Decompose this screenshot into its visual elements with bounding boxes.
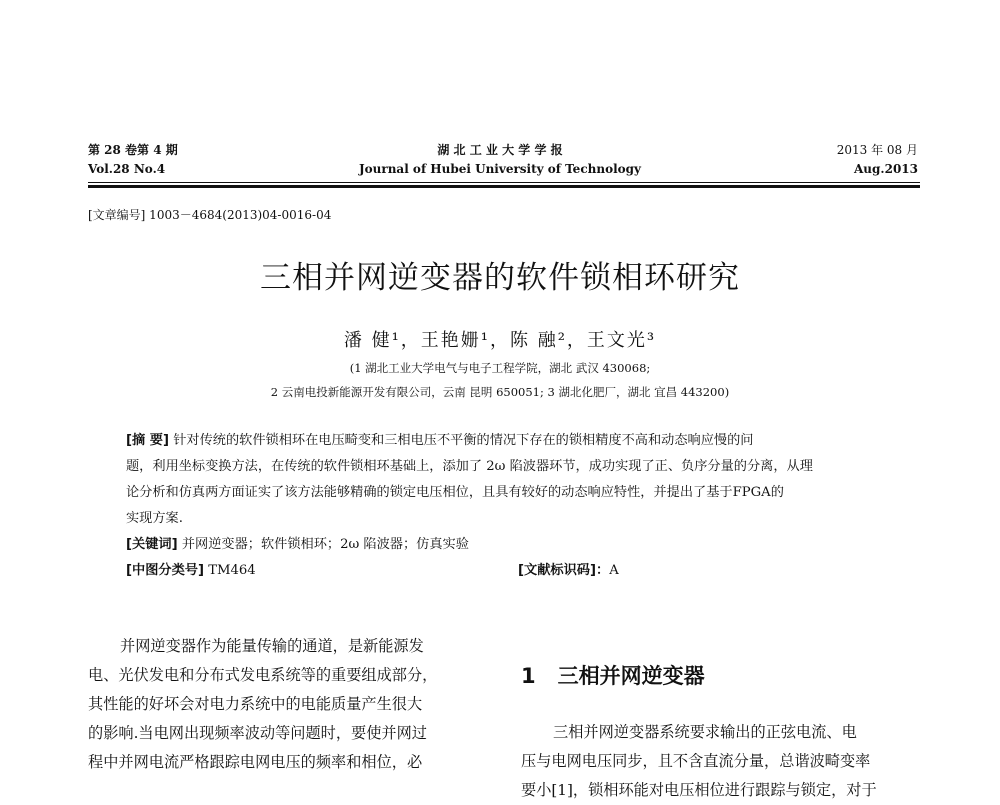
paper-title: 三相并网逆变器的软件锁相环研究 — [260, 260, 740, 296]
classification-row — [126, 558, 906, 584]
body-line — [521, 718, 921, 747]
classification-text: TM464 — [208, 563, 256, 578]
keywords-text: 并网逆变器；软件锁相环；2ω 陷波器；仿真实验 — [181, 537, 469, 552]
abstract-text: 针对传统的软件锁相环在电压畸变和三相电压不平衡的情况下存在的锁相精度不高和动态响应慢的问 — [173, 433, 754, 448]
journal-title-en: Journal of Hubei University of Technology — [358, 162, 642, 176]
right-column — [521, 718, 921, 805]
abstract-line — [126, 428, 906, 454]
date-cn: 2013 年 08 月 — [836, 143, 918, 157]
abstract — [126, 428, 906, 584]
header-rule-thick — [88, 185, 920, 188]
section-number: 1 — [521, 664, 536, 688]
abstract-line: 题，利用坐标变换方法，在传统的软件锁相环基础上，添加了 2ω 陷波器环节，成功实现了正、负序分量的分离，从理 — [126, 459, 813, 474]
left-column — [88, 632, 488, 777]
issue-en: Vol.28 No.4 — [88, 162, 166, 176]
classification-label: [中图分类号] — [126, 563, 204, 578]
authors: 潘 健¹，王艳姗¹，陈 融²，王文光³ — [343, 330, 657, 351]
doc-code-text: A — [609, 563, 619, 578]
body-line: 的影响.当电网出现频率波动等问题时，要使并网过 — [88, 724, 427, 742]
abstract-line: 实现方案. — [126, 511, 183, 526]
body-line: 要小[1]，锁相环能对电压相位进行跟踪与锁定，对于 — [521, 781, 877, 799]
keywords-label: [关键词] — [126, 537, 178, 552]
section-heading — [521, 660, 705, 690]
body-line: 其性能的好坏会对电力系统中的电能质量产生很大 — [88, 695, 423, 713]
body-line — [88, 632, 488, 661]
body-line: 压与电网电压同步，且不含直流分量，总谐波畸变率 — [521, 752, 871, 770]
body-line: 电、光伏发电和分布式发电系统等的重要组成部分， — [88, 666, 438, 684]
keywords — [126, 532, 906, 558]
doc-code-label: [文献标识码]： — [518, 563, 610, 578]
body-line: 程中并网电流严格跟踪电网电压的频率和相位，必 — [88, 753, 423, 771]
issue-cn: 第 28 卷第 4 期 — [88, 143, 178, 157]
article-number: [文章编号] 1003－4684(2013)04-0016-04 — [88, 208, 332, 222]
affiliation-line-2: 2 云南电投新能源开发有限公司，云南 昆明 650051; 3 湖北化肥厂，湖北 宜昌 443200) — [270, 385, 730, 399]
date-en: Aug.2013 — [853, 162, 918, 176]
body-line-text: 三相并网逆变器系统要求输出的正弦电流、电 — [553, 723, 857, 741]
header-rule-thin — [88, 182, 920, 183]
abstract-label: [摘 要] — [126, 433, 170, 448]
abstract-line: 论分析和仿真两方面证实了该方法能够精确的锁定电压相位，且具有较好的动态响应特性，并提出了基于FPGA的 — [126, 485, 784, 500]
affiliation-line-1: (1 湖北工业大学电气与电子工程学院，湖北 武汉 430068; — [349, 361, 651, 375]
section-title: 三相并网逆变器 — [557, 664, 705, 688]
journal-title-cn: 湖 北 工 业 大 学 学 报 — [437, 143, 563, 157]
doc-code — [518, 558, 619, 584]
body-line-text: 并网逆变器作为能量传输的通道，是新能源发 — [120, 637, 424, 655]
